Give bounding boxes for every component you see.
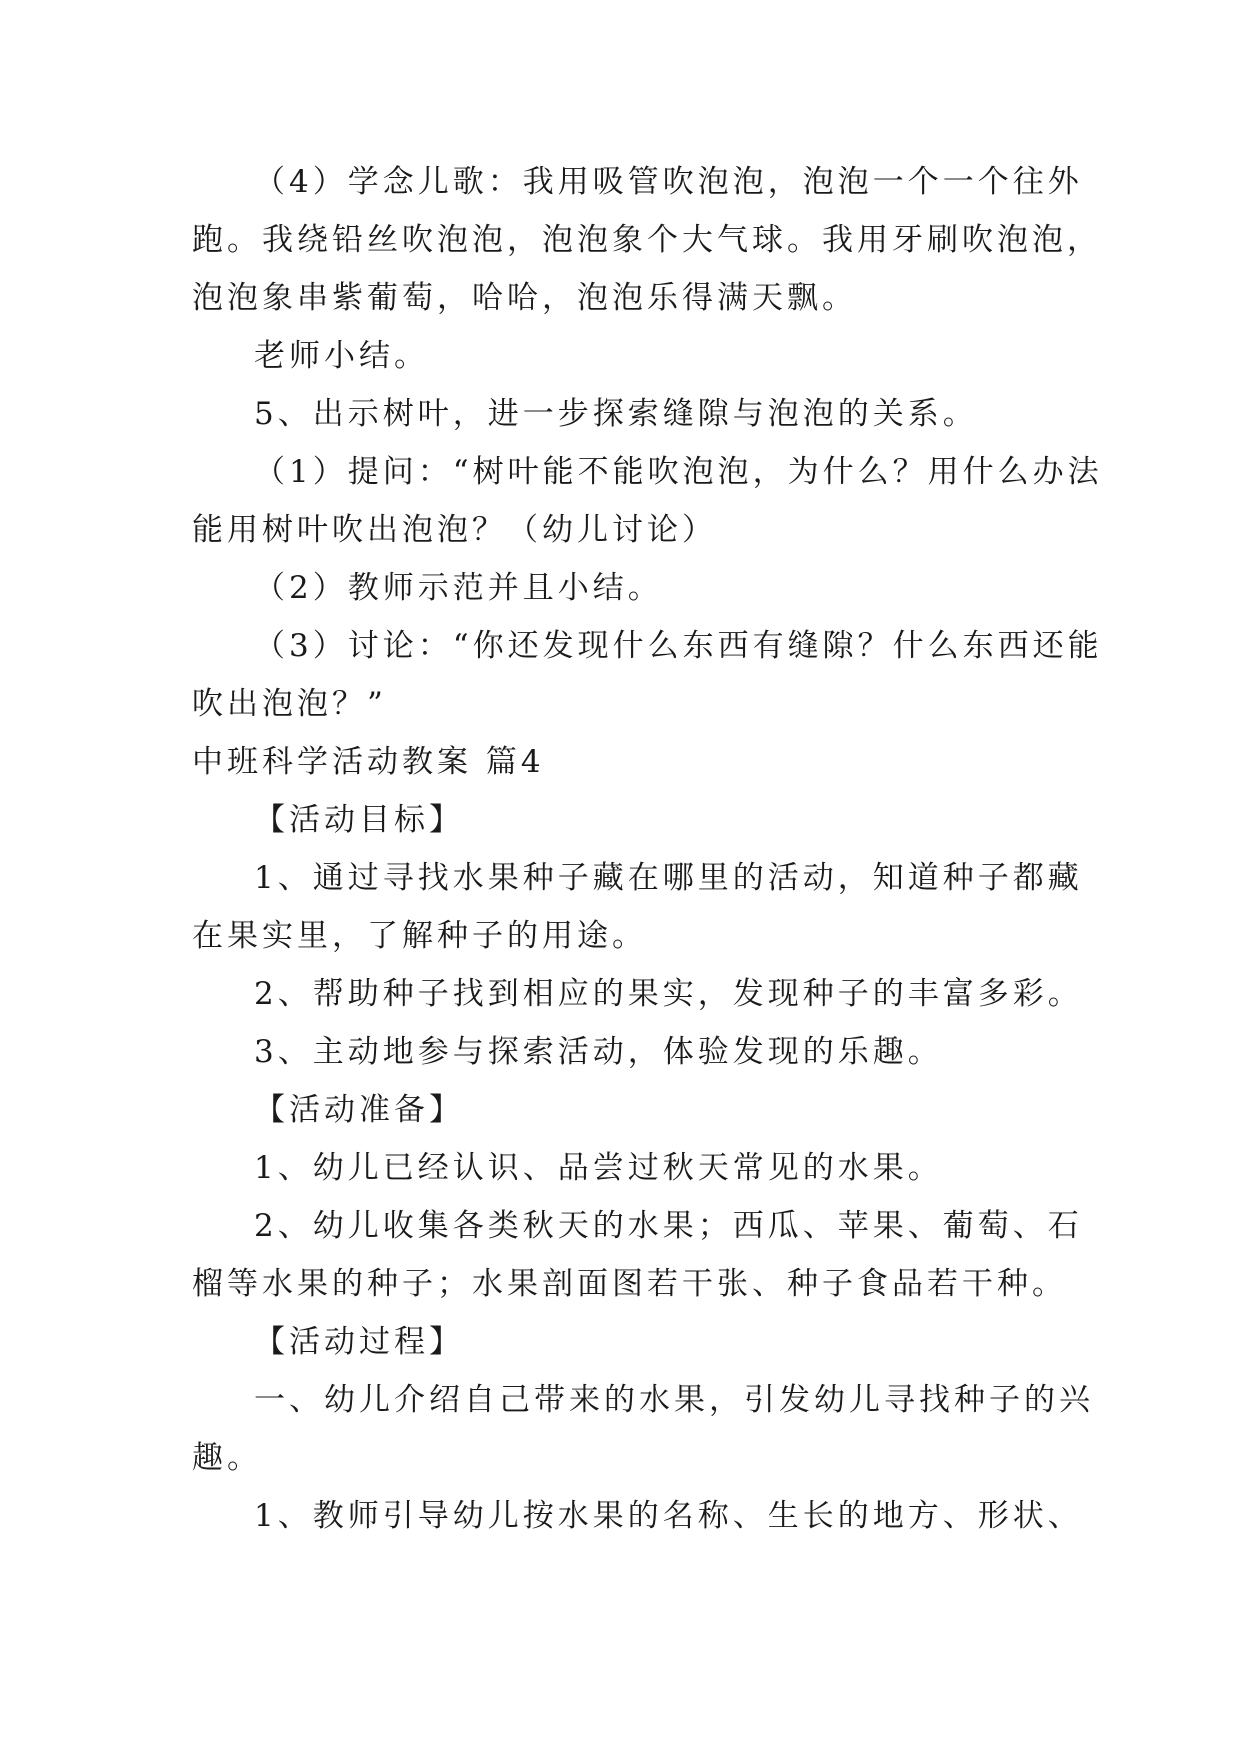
- text-line: 1、幼儿已经认识、品尝过秋天常见的水果。: [254, 1150, 943, 1186]
- text-line: 老师小结。: [254, 338, 429, 374]
- text-line: 跑。我绕铅丝吹泡泡，泡泡象个大气球。我用牙刷吹泡泡，: [192, 222, 1102, 258]
- text-line: 3、主动地参与探索活动，体验发现的乐趣。: [254, 1034, 943, 1070]
- subsection-heading: 【活动目标】: [254, 802, 464, 838]
- text-line: 能用树叶吹出泡泡？（幼儿讨论）: [192, 512, 717, 548]
- subsection-heading: 【活动过程】: [254, 1324, 464, 1360]
- text-line: 吹出泡泡？”: [192, 686, 387, 722]
- text-line: （2）教师示范并且小结。: [254, 570, 663, 606]
- text-line: 2、帮助种子找到相应的果实，发现种子的丰富多彩。: [254, 976, 1083, 1012]
- text-line: 榴等水果的种子；水果剖面图若干张、种子食品若干种。: [192, 1266, 1067, 1302]
- text-line: 趣。: [192, 1440, 262, 1476]
- document-body: [192, 156, 1103, 1548]
- text-line: （4）学念儿歌：我用吸管吹泡泡，泡泡一个一个往外: [254, 164, 1083, 200]
- text-line: 1、通过寻找水果种子藏在哪里的活动，知道种子都藏: [254, 860, 1083, 896]
- text-line: 在果实里，了解种子的用途。: [192, 918, 647, 954]
- text-line: （1）提问：“树叶能不能吹泡泡，为什么？用什么办法: [254, 454, 1103, 490]
- text-line: 2、幼儿收集各类秋天的水果；西瓜、苹果、葡萄、石: [254, 1208, 1083, 1244]
- text-line: 泡泡象串紫葡萄，哈哈，泡泡乐得满天飘。: [192, 280, 857, 316]
- subsection-heading: 【活动准备】: [254, 1092, 464, 1128]
- text-line: （3）讨论：“你还发现什么东西有缝隙？什么东西还能: [254, 628, 1103, 664]
- section-heading: 中班科学活动教案 篇4: [192, 744, 545, 780]
- text-line: 一、幼儿介绍自己带来的水果，引发幼儿寻找种子的兴: [254, 1382, 1094, 1418]
- text-line: 1、教师引导幼儿按水果的名称、生长的地方、形状、: [254, 1498, 1083, 1534]
- text-line: 5、出示树叶，进一步探索缝隙与泡泡的关系。: [254, 396, 978, 432]
